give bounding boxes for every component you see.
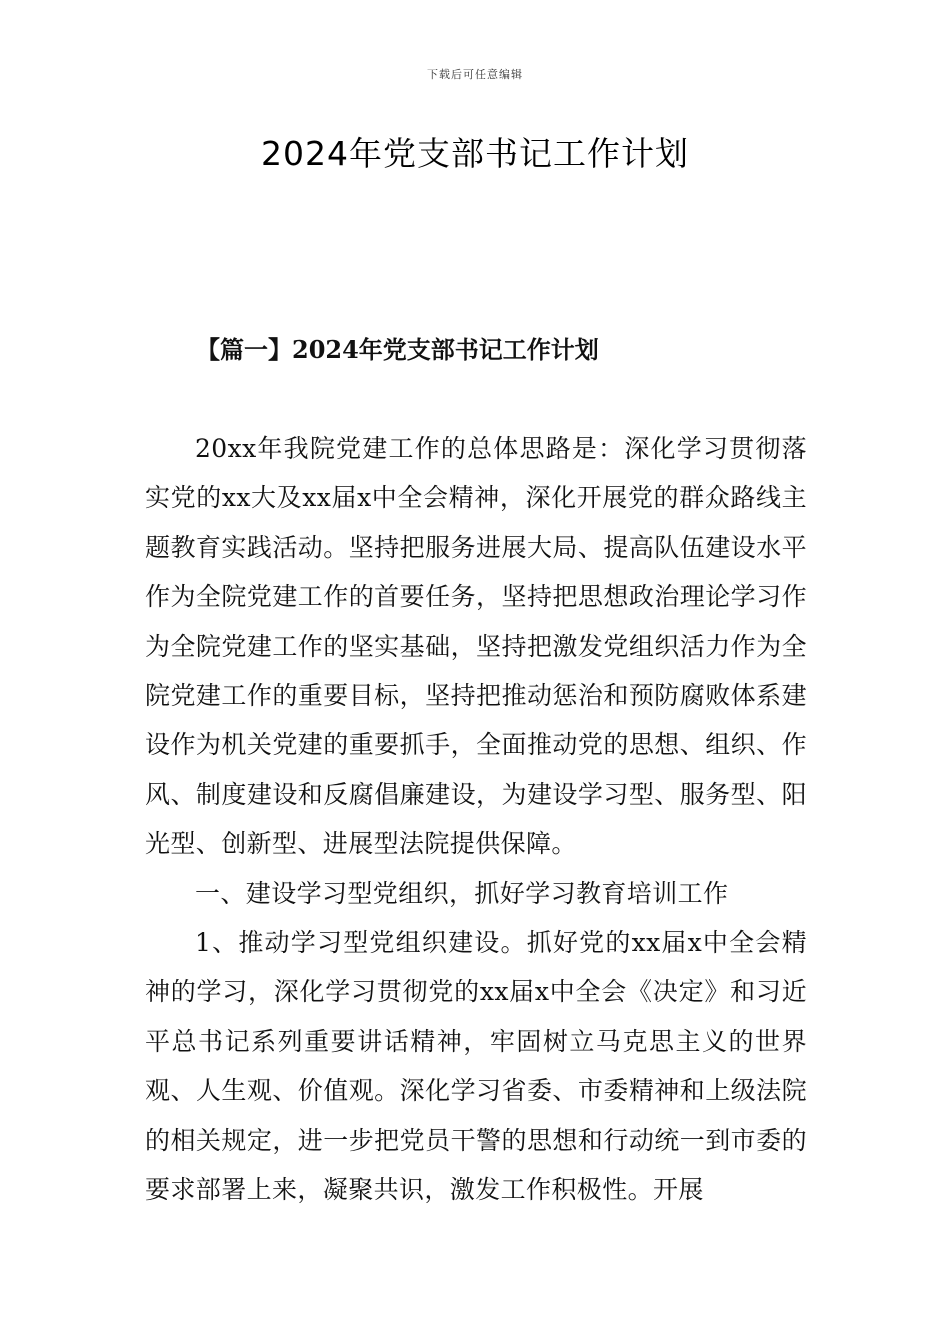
- body-paragraph-item-1: 1、推动学习型党组织建设。抓好党的xx届x中全会精神的学习，深化学习贯彻党的xx届x中全会《决定》和习近平总书记系列重要讲话精神，牢固树立马克思主义的世界观、人生观、价值观。深化学习省委、市委精神和上级法院的相关规定，进一步把党员干警的思想和行动统一到市委的要求部署上来，凝聚共识，激发工作积极性。开展: [145, 928, 807, 1205]
- document-body: [145, 424, 807, 1215]
- body-paragraph-heading-1: 一、建设学习型党组织，抓好学习教育培训工作: [195, 878, 729, 908]
- header-note: 下载后可任意编辑: [427, 68, 523, 81]
- document-title: 2024年党支部书记工作计划: [261, 134, 689, 173]
- body-paragraph-overview: 20xx年我院党建工作的总体思路是：深化学习贯彻落实党的xx大及xx届x中全会精神，深化开展党的群众路线主题教育实践活动。坚持把服务进展大局、提高队伍建设水平作为全院党建工作的首要任务，坚持把思想政治理论学习作为全院党建工作的坚实基础，坚持把激发党组织活力作为全院党建工作的重要目标，坚持把推动惩治和预防腐败体系建设作为机关党建的重要抓手，全面推动党的思想、组织、作风、制度建设和反腐倡廉建设，为建设学习型、服务型、阳光型、创新型、进展型法院提供保障。: [145, 434, 807, 859]
- section-heading: 【篇一】2024年党支部书记工作计划: [196, 335, 599, 364]
